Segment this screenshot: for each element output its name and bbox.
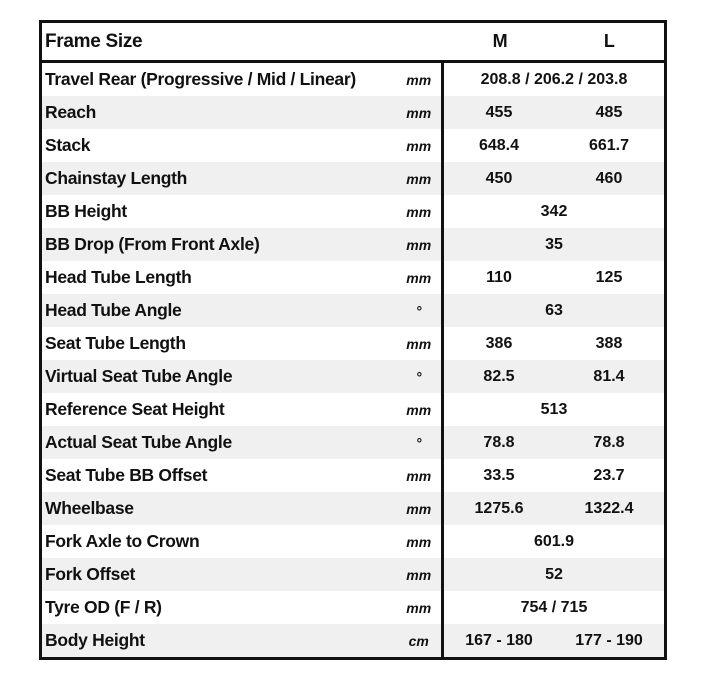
row-label: Head Tube Length — [45, 267, 192, 287]
row-label: Fork Offset — [45, 564, 136, 584]
value-m: 78.8 — [483, 433, 515, 451]
row-unit: mm — [406, 236, 432, 253]
value-m: 82.5 — [483, 367, 515, 385]
row-unit: mm — [406, 104, 432, 121]
value-l: 661.7 — [588, 136, 630, 154]
table-row — [42, 96, 664, 129]
row-label: Virtual Seat Tube Angle — [45, 366, 233, 386]
value-m: 33.5 — [483, 466, 515, 484]
row-values — [441, 393, 664, 426]
row-label: Travel Rear (Progressive / Mid / Linear) — [45, 69, 356, 89]
row-label: Wheelbase — [45, 498, 134, 518]
frame-size-heading: Frame Size — [45, 30, 143, 52]
row-values — [441, 492, 664, 525]
table-row — [42, 63, 664, 96]
table-body — [42, 63, 664, 657]
row-unit: mm — [406, 599, 432, 616]
row-label: Seat Tube BB Offset — [45, 465, 208, 485]
value-shared: 754 / 715 — [520, 598, 588, 616]
table-row — [42, 261, 664, 294]
row-unit: ° — [415, 302, 422, 319]
table-row — [42, 624, 664, 657]
table-row — [42, 162, 664, 195]
value-shared: 63 — [545, 301, 563, 319]
table-row — [42, 426, 664, 459]
table-row — [42, 492, 664, 525]
value-m: 167 - 180 — [465, 631, 533, 649]
table-row — [42, 327, 664, 360]
row-values — [441, 261, 664, 294]
geometry-table — [39, 20, 667, 660]
row-values — [441, 195, 664, 228]
value-l: 125 — [595, 268, 623, 286]
row-label: Actual Seat Tube Angle — [45, 432, 232, 452]
value-shared: 208.8 / 206.2 / 203.8 — [480, 70, 628, 88]
value-l: 81.4 — [593, 367, 625, 385]
value-l: 485 — [595, 103, 623, 121]
row-unit: ° — [415, 434, 422, 451]
row-unit: mm — [406, 203, 432, 220]
row-label: BB Drop (From Front Axle) — [45, 234, 260, 254]
row-label: Seat Tube Length — [45, 333, 186, 353]
row-values — [441, 558, 664, 591]
value-shared: 513 — [540, 400, 568, 418]
row-values — [441, 228, 664, 261]
table-header — [42, 23, 664, 63]
row-values — [441, 162, 664, 195]
row-unit: mm — [406, 269, 432, 286]
row-values — [441, 63, 664, 96]
row-values — [441, 96, 664, 129]
row-unit: mm — [406, 500, 432, 517]
row-unit: mm — [406, 533, 432, 550]
row-values — [441, 591, 664, 624]
row-values — [441, 294, 664, 327]
table-row — [42, 393, 664, 426]
table-row — [42, 525, 664, 558]
value-l: 78.8 — [593, 433, 625, 451]
table-row — [42, 294, 664, 327]
size-m-heading: M — [492, 31, 508, 51]
value-l: 388 — [595, 334, 623, 352]
row-unit: mm — [406, 335, 432, 352]
row-label: Head Tube Angle — [45, 300, 182, 320]
row-values — [441, 624, 664, 657]
row-label: Body Height — [45, 630, 145, 650]
value-shared: 342 — [540, 202, 568, 220]
row-label: Fork Axle to Crown — [45, 531, 200, 551]
row-unit: mm — [406, 137, 432, 154]
row-unit: mm — [406, 401, 432, 418]
value-m: 110 — [486, 268, 512, 286]
row-unit: cm — [408, 632, 429, 649]
row-unit: ° — [415, 368, 422, 385]
value-shared: 52 — [545, 565, 563, 583]
row-label: Tyre OD (F / R) — [45, 597, 162, 617]
value-shared: 35 — [545, 235, 563, 253]
row-values — [441, 426, 664, 459]
value-m: 648.4 — [478, 136, 520, 154]
row-values — [441, 459, 664, 492]
row-unit: mm — [406, 71, 432, 88]
row-label: BB Height — [45, 201, 127, 221]
table-row — [42, 558, 664, 591]
row-unit: mm — [406, 170, 432, 187]
row-values — [441, 129, 664, 162]
table-row — [42, 459, 664, 492]
row-label: Chainstay Length — [45, 168, 188, 188]
table-row — [42, 129, 664, 162]
size-l-heading: L — [603, 31, 615, 51]
table-row — [42, 228, 664, 261]
value-shared: 601.9 — [533, 532, 575, 550]
row-unit: mm — [406, 566, 432, 583]
table-row — [42, 360, 664, 393]
value-l: 1322.4 — [584, 499, 634, 517]
value-l: 177 - 190 — [575, 631, 643, 649]
row-label: Reference Seat Height — [45, 399, 225, 419]
value-l: 460 — [595, 169, 623, 187]
value-m: 450 — [485, 169, 513, 187]
value-l: 23.7 — [593, 466, 625, 484]
row-values — [441, 525, 664, 558]
value-m: 386 — [485, 334, 513, 352]
row-values — [441, 327, 664, 360]
row-label: Reach — [45, 102, 97, 122]
value-m: 455 — [485, 103, 513, 121]
row-unit: mm — [406, 467, 432, 484]
row-label: Stack — [45, 135, 91, 155]
table-row — [42, 591, 664, 624]
value-m: 1275.6 — [474, 499, 524, 517]
table-row — [42, 195, 664, 228]
row-values — [441, 360, 664, 393]
